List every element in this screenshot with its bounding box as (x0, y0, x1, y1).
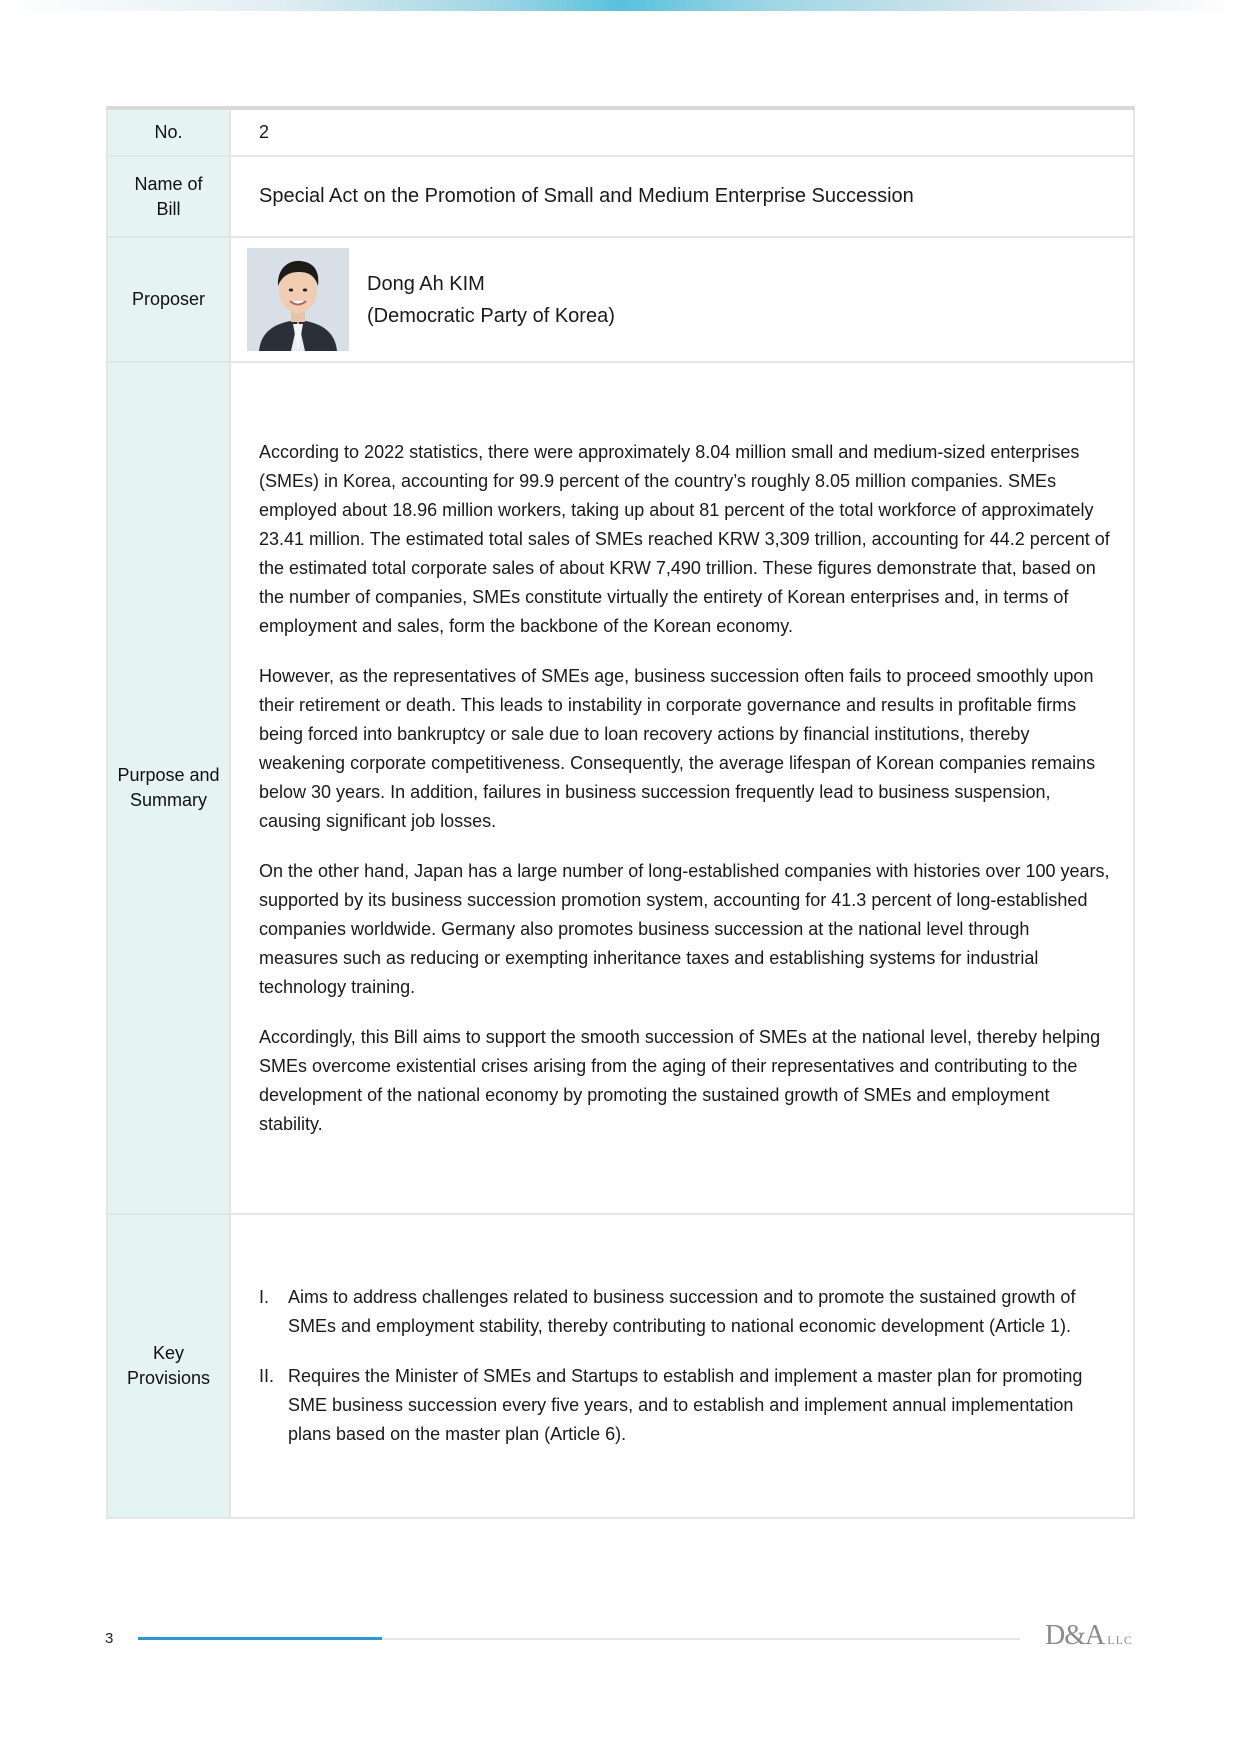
bill-name: Special Act on the Promotion of Small and Medium Enterprise Succession (259, 185, 914, 207)
no-value: 2 (259, 122, 270, 142)
proposer-label: Proposer (107, 237, 230, 362)
purpose-cell (230, 362, 1134, 1214)
logo-sub: LLC (1107, 1633, 1133, 1647)
logo-main: D&A (1045, 1620, 1105, 1651)
provisions-list (259, 1283, 1113, 1449)
provision-item (259, 1362, 1113, 1449)
row-provisions (107, 1214, 1134, 1518)
provisions-label-text: Key Provisions (126, 1343, 211, 1388)
bill-name-label-text: Name of Bill (134, 173, 203, 219)
proposer-info (231, 248, 1133, 351)
bill-info-table (106, 106, 1135, 1519)
provision-number: II. (259, 1366, 275, 1386)
provisions-cell (230, 1214, 1134, 1518)
provision-text: Requires the Minister of SMEs and Startups to establish and implement a master plan for promoting SME business succession every five years, and to establish and implement annual implementation plans based on the master plan (Article 6). (288, 1366, 1083, 1444)
proposer-cell (230, 237, 1134, 362)
purpose-label: Purpose and Summary (107, 362, 230, 1214)
purpose-paragraph: According to 2022 statistics, there were approximately 8.04 million small and medium-sized enterprises (SMEs) in Korea, accounting for 99.9 percent of the country’s roughly 8.05 million companies. SMEs employed about 18.96 million workers, taking up about 81 percent of the total workforce of approximately 23.41 million. The estimated total sales of SMEs reached KRW 3,309 trillion, accounting for 44.2 percent of the estimated total corporate sales of about KRW 7,490 trillion. These figures demonstrate that, based on the number of companies, SMEs constitute virtually the entirety of Korean enterprises and, in terms of employment and sales, form the backbone of the Korean economy. (259, 441, 1110, 636)
bill-name-cell (230, 156, 1134, 237)
top-gradient-band (0, 0, 1241, 11)
purpose-paragraph: Accordingly, this Bill aims to support the smooth succession of SMEs at the national level, thereby helping SMEs overcome existential crises arising from the aging of their representatives and contributing to the development of the national economy by promoting the sustained growth of SMEs and employment stability. (259, 1026, 1101, 1134)
no-label: No. (107, 108, 230, 156)
page-number: 3 (105, 1630, 114, 1647)
proposer-party: (Democratic Party of Korea) (367, 304, 615, 327)
person-portrait-icon (247, 248, 349, 351)
row-no (107, 108, 1134, 156)
bill-name-label (107, 156, 230, 237)
footer-divider-accent (138, 1637, 382, 1640)
row-proposer (107, 237, 1134, 362)
proposer-text (367, 268, 615, 332)
provision-text: Aims to address challenges related to business succession and to promote the sustained growth of SMEs and employment stability, thereby contributing to national economic development (Article 1). (288, 1287, 1076, 1336)
no-value-cell (230, 108, 1134, 156)
proposer-name: Dong Ah KIM (367, 272, 485, 295)
proposer-photo (247, 248, 349, 351)
provision-number: I. (259, 1287, 270, 1307)
row-purpose (107, 362, 1134, 1214)
company-logo (1045, 1620, 1133, 1652)
row-bill-name (107, 156, 1134, 237)
purpose-paragraph: However, as the representatives of SMEs age, business succession often fails to proceed smoothly upon their retirement or death. This leads to instability in corporate governance and results in profitable firms being forced into bankruptcy or sale due to loan recovery actions by financial institutions, thereby weakening corporate competitiveness. Consequently, the average lifespan of Korean companies remains below 30 years. In addition, failures in business succession frequently lead to business suspension, causing significant job losses. (259, 665, 1096, 831)
purpose-paragraph: On the other hand, Japan has a large number of long-established companies with histories over 100 years, supported by its business succession promotion system, accounting for 41.3 percent of long-established companies worldwide. Germany also promotes business succession at the national level through measures such as reducing or exempting inheritance taxes and establishing systems for industrial technology training. (259, 860, 1110, 997)
provision-item (259, 1283, 1113, 1341)
provisions-label (107, 1214, 230, 1518)
